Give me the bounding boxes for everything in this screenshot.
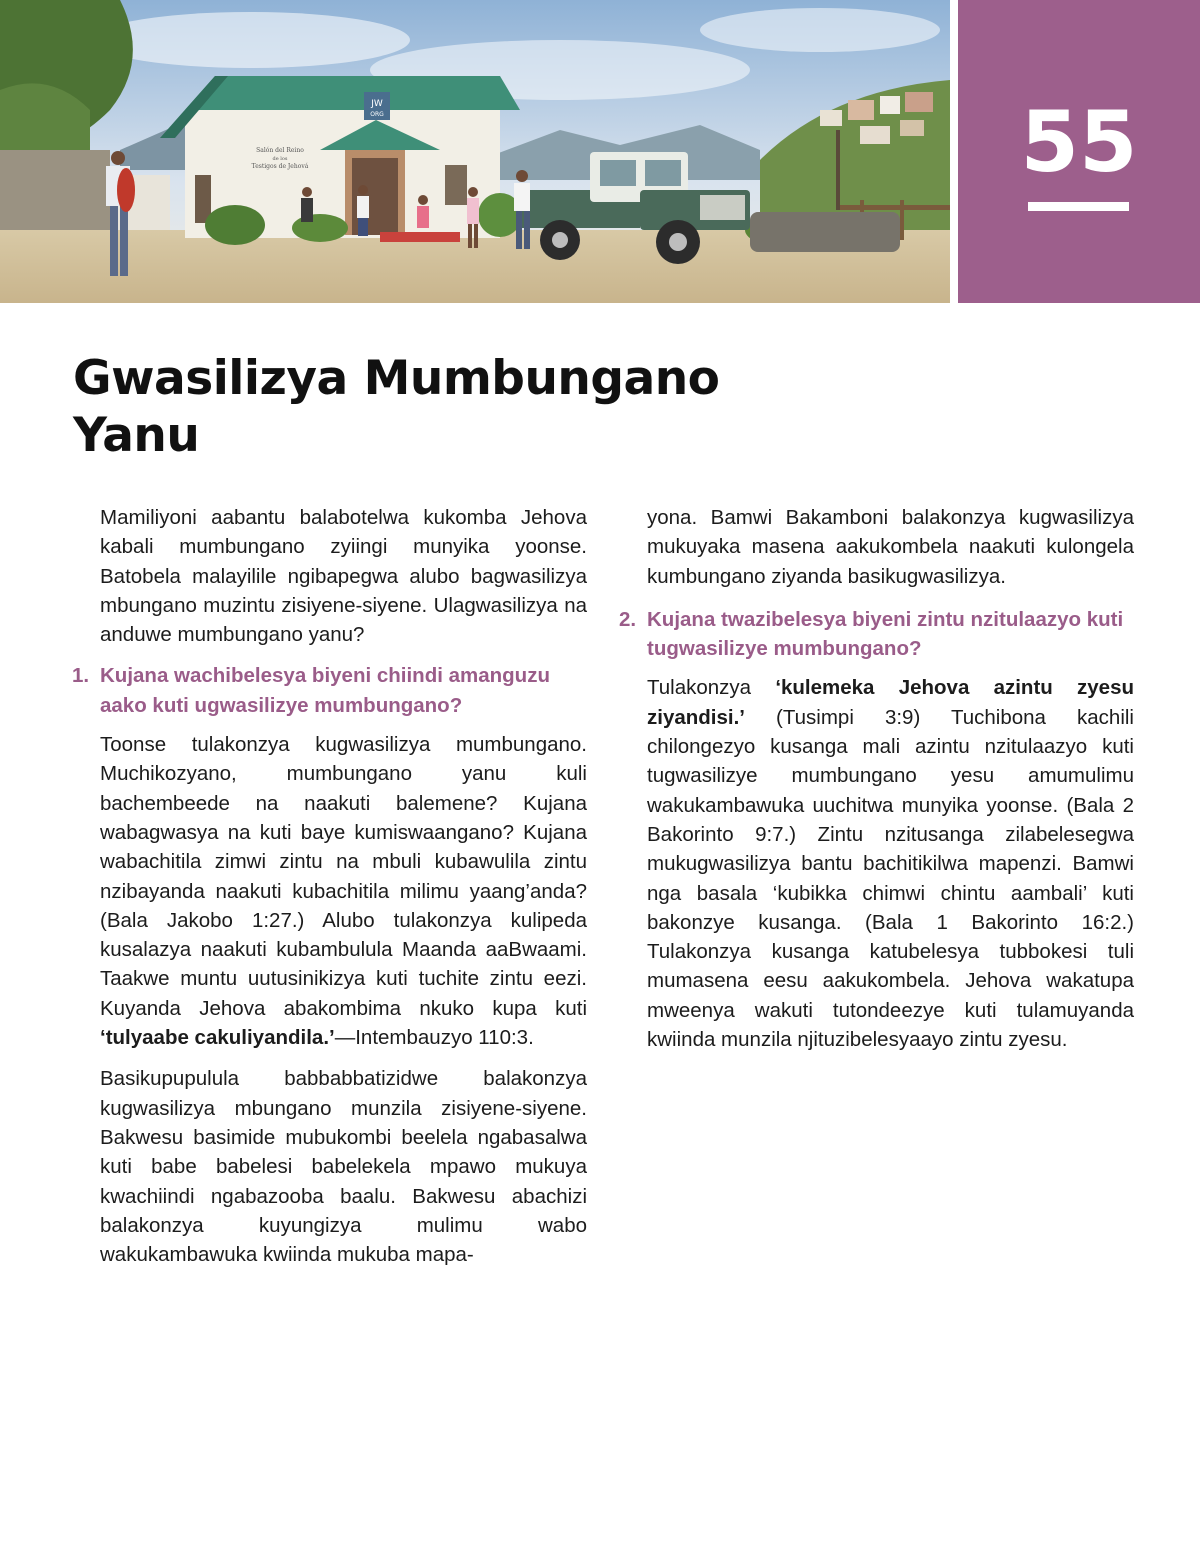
paragraph-2: [100, 730, 587, 1052]
right-column: [619, 503, 1134, 1066]
paragraph-2-text: Toonse tulakonzya kugwasilizya mumbungano. Muchikozyano, mumbungano yanu kuli bachembeede na naakuti balemene? Kujana wabagwasya na kuti baye kumiswaangano? Kujana wabachitila zimwi zintu na mbuli kubawulila zintu nzibayanda naakuti kubachitila milimu yaang’anda? (Bala Jakobo 1:27.) Alubo tulakonzya kulipeda kusalazya naakuti kubambulula Maanda aaBwaami. Taakwe muntu uutusinikizya kuti tuchite zintu eezi. Kuyanda Jehova abakombima nkuko kupa kuti: [100, 733, 587, 1020]
paragraph-3-continued: yona. Bamwi Bakamboni balakonzya kugwasilizya mukuyaka masena aakukombela naakuti kulongela kumbungano ziyanda basikugwasilizya.: [647, 506, 1134, 588]
question-1: [72, 661, 587, 720]
building-logo-line1: JW: [371, 99, 383, 109]
hero-image: [0, 0, 950, 303]
paragraph-4-quote: ‘kulemeka Jehova azintu zyesu ziyandisi.’: [647, 676, 1134, 729]
lesson-number: 55: [1020, 93, 1138, 191]
paragraph-2-quote: ‘tulyaabe cakuliyandila.’: [100, 1026, 335, 1050]
paragraph-4-start: Tulakonzya: [647, 676, 776, 700]
question-2-text: Kujana twazibelesya biyeni zintu nzitulaazyo kuti tugwasilizye mumbungano?: [647, 607, 1124, 661]
lesson-badge: [958, 0, 1200, 303]
badge-underline: [1028, 202, 1129, 211]
paragraph-4-rest: (Tusimpi 3:9) Tuchibona kachili chilongezyo kusanga mali azintu nzitulaazyo kuti tugwasilizye mumbungano yesu amumulimu wakukambawuka uuchitwa munyika yoonse. (Bala 2 Bakorinto 9:7.) Zintu nzitusanga zilabelesegwa mukugwasilizya bantu bachitikilwa mapenzi. Bamwi nga basala ‘kubikka chimwi chintu aambali’ kuti bakonzye kusanga. (Bala 1 Bakorinto 16:2.) Tulakonzya kusanga katubelesya tubbokesi tuli mumasena eesu aakukombela. Jehova wakatupa mweenya wakuti tutondeezye kuti tulamuyanda kwiinda munzila njituzibelesyaayo zintu zyesu.: [647, 705, 1134, 1052]
building-sign-line2: de los: [272, 156, 288, 162]
paragraph-3: Basikupupulula babbabbatizidwe balakonzya kugwasilizya mbungano munzila zisiyene-siyene. Bakwesu basimide mubukombi beelela ngabasalwa kuti babe babelesi babelekela mpawo mukuya kwachiindi ngabazooba baalu. Bakwesu abachizi balakonzya kuyungizya mulimu wabo wakukambawuka kwiinda mukuba mapa-: [100, 1067, 587, 1267]
intro-paragraph: Mamiliyoni aabantu balabotelwa kukomba Jehova kabali mumbungano zyiingi munyika yoonse. Batobela malayilile ngibapegwa alubo bagwasilizya mbungano muzintu zisiyene-siyene. Ulagwasilizya na anduwe mumbungano yanu?: [100, 506, 587, 647]
question-2: [619, 605, 1134, 664]
page-title: [73, 350, 833, 464]
question-1-text: Kujana wachibelesya biyeni chiindi amanguzu aako kuti ugwasilizye mumbungano?: [100, 664, 550, 717]
paragraph-4: [647, 673, 1134, 1054]
title-line-2: Yanu: [73, 408, 200, 463]
kingdom-hall-scene: [0, 0, 950, 303]
question-1-number: 1.: [72, 664, 90, 688]
question-2-number: 2.: [619, 607, 637, 631]
left-column: [72, 503, 587, 1281]
paragraph-2-reference: —Intembauzyo 110:3.: [334, 1026, 534, 1050]
building-sign-line1: Salón del Reino: [256, 147, 304, 154]
title-line-1: Gwasilizya Mumbungano: [73, 351, 720, 406]
building-sign-line3: Testigos de Jehová: [251, 163, 309, 170]
building-logo-line2: ORG: [370, 111, 384, 118]
